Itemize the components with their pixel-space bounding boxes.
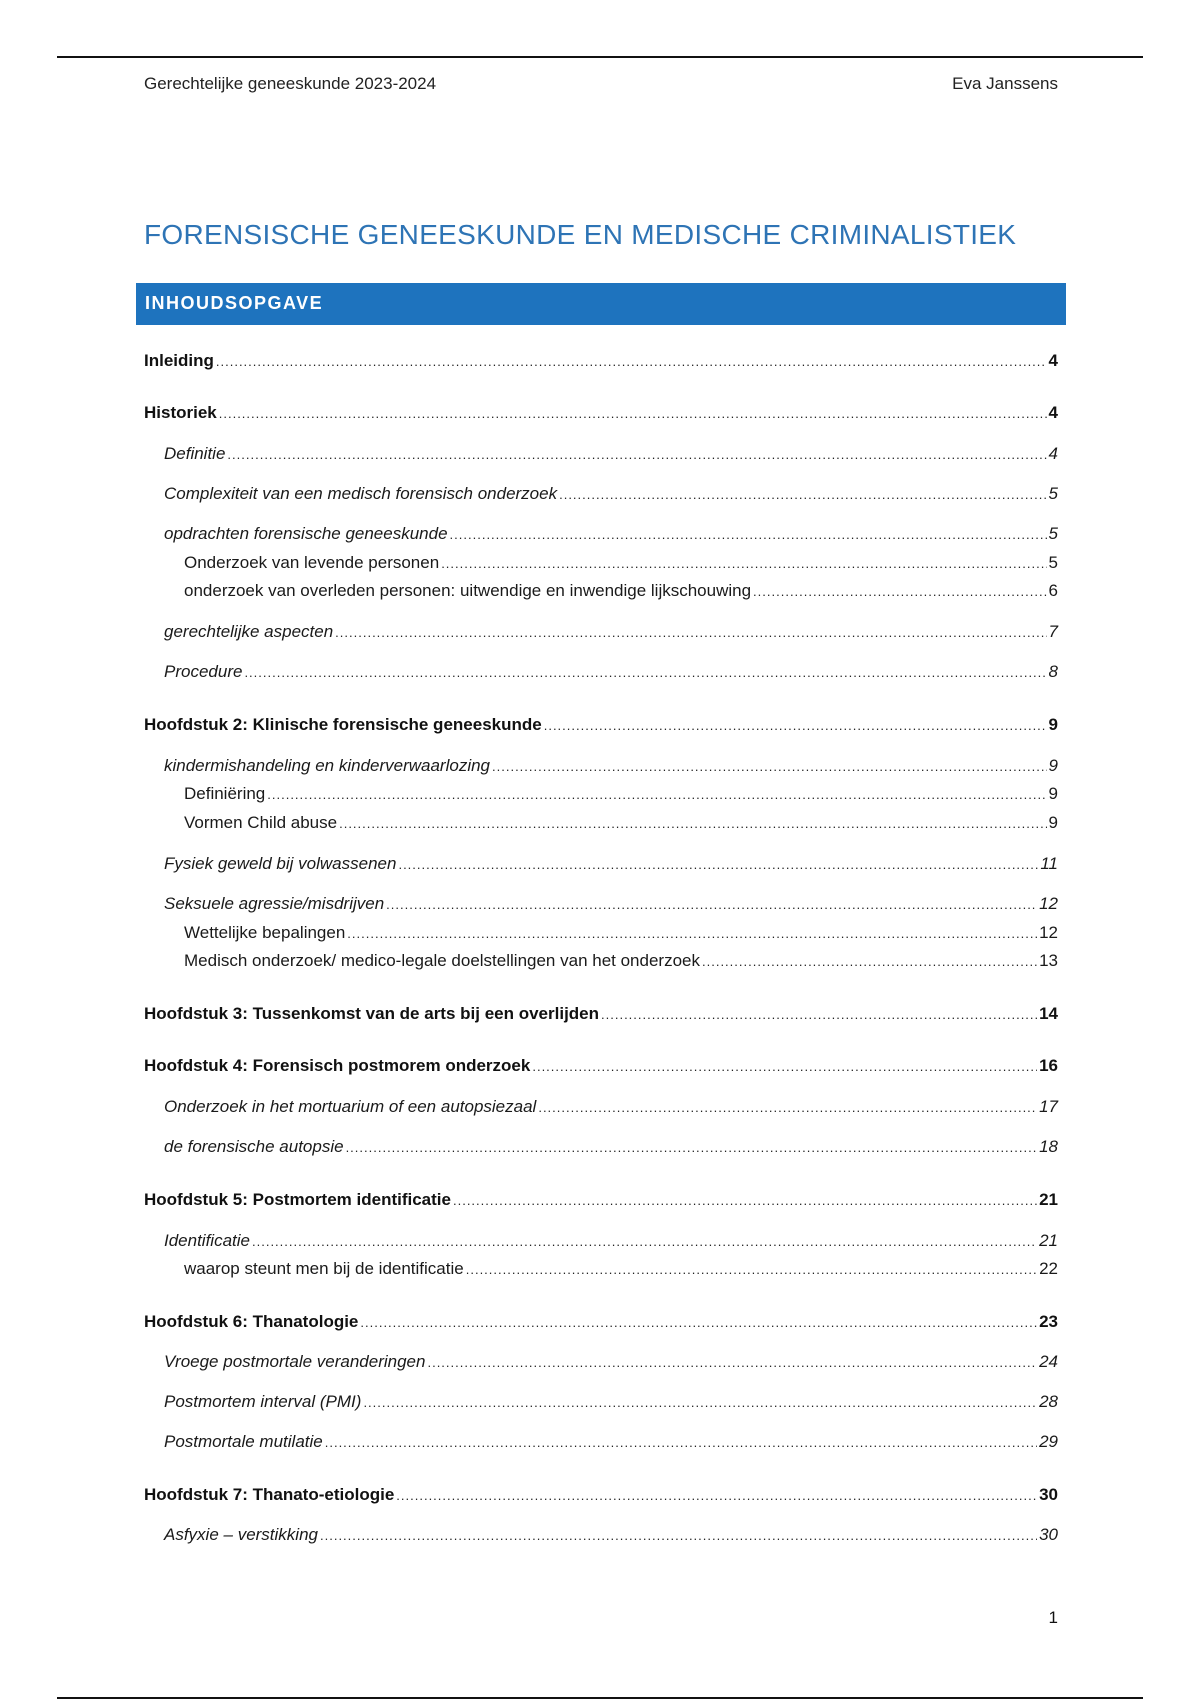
toc-entry[interactable] xyxy=(164,660,1058,684)
toc-entry-title: Onderzoek in het mortuarium of een autopsiezaal xyxy=(164,1097,537,1116)
toc-entry-page: 29 xyxy=(1039,1432,1058,1451)
toc-entry-page: 17 xyxy=(1039,1097,1058,1116)
toc-entry-page: 12 xyxy=(1039,923,1058,942)
toc-entry[interactable] xyxy=(144,349,1058,373)
toc-entry[interactable] xyxy=(164,1390,1058,1414)
toc-entry[interactable] xyxy=(164,1350,1058,1374)
toc-entry[interactable] xyxy=(184,949,1058,973)
toc-entry-page: 4 xyxy=(1048,444,1058,463)
toc-entry[interactable] xyxy=(144,401,1058,425)
toc-entry[interactable] xyxy=(184,811,1058,835)
toc-leader-dots xyxy=(559,483,1046,507)
toc-leader-dots xyxy=(601,1003,1037,1027)
toc-entry[interactable] xyxy=(184,921,1058,945)
toc-leader-dots xyxy=(398,853,1038,877)
toc-entry-title: Definiëring xyxy=(184,784,266,803)
toc-leader-dots xyxy=(532,1055,1037,1079)
document-title: FORENSISCHE GENEESKUNDE EN MEDISCHE CRIMINALISTIEK xyxy=(144,219,1017,250)
toc-entry-page: 21 xyxy=(1039,1231,1058,1250)
toc-entry[interactable] xyxy=(164,1095,1058,1119)
toc-entry-title: Hoofdstuk 4: Forensisch postmorem onderzoek xyxy=(144,1056,531,1075)
toc-entry-title: Hoofdstuk 6: Thanatologie xyxy=(144,1312,359,1331)
toc-entry-title: Onderzoek van levende personen xyxy=(184,553,440,572)
toc-leader-dots xyxy=(244,661,1046,685)
toc-entry[interactable] xyxy=(164,620,1058,644)
toc-entry-title: kindermishandeling en kinderverwaarlozing xyxy=(164,756,491,775)
toc-entry[interactable] xyxy=(164,754,1058,778)
toc-leader-dots xyxy=(219,402,1047,426)
toc-entry-title: opdrachten forensische geneeskunde xyxy=(164,524,448,543)
toc-entry[interactable] xyxy=(164,1229,1058,1253)
toc-entry-page: 4 xyxy=(1048,351,1058,370)
toc-entry-title: Vormen Child abuse xyxy=(184,813,338,832)
toc-leader-dots xyxy=(335,621,1046,645)
toc-entry-page: 5 xyxy=(1048,524,1058,543)
toc-leader-dots xyxy=(347,922,1037,946)
toc-entry-page: 7 xyxy=(1048,622,1058,641)
toc-leader-dots xyxy=(216,350,1047,374)
toc-leader-dots xyxy=(267,783,1046,807)
toc-leader-dots xyxy=(396,1484,1037,1508)
toc-entry[interactable] xyxy=(144,713,1058,737)
toc-entry-page: 30 xyxy=(1039,1485,1058,1504)
page-number: 1 xyxy=(1048,1608,1058,1627)
toc-entry-title: Hoofdstuk 3: Tussenkomst van de arts bij een overlijden xyxy=(144,1004,600,1023)
toc-entry[interactable] xyxy=(144,1483,1058,1507)
toc-leader-dots xyxy=(363,1391,1037,1415)
header-course: Gerechtelijke geneeskunde 2023-2024 xyxy=(144,74,437,93)
toc-entry[interactable] xyxy=(164,852,1058,876)
toc-leader-dots xyxy=(346,1136,1038,1160)
toc-entry-title: Historiek xyxy=(144,403,217,422)
toc-entry-title: Hoofdstuk 2: Klinische forensische geneeskunde xyxy=(144,715,542,734)
toc-leader-dots xyxy=(325,1431,1037,1455)
toc-entry-title: Definitie xyxy=(164,444,226,463)
toc-leader-dots xyxy=(492,755,1047,779)
toc-entry-page: 13 xyxy=(1039,951,1058,970)
toc-entry-page: 14 xyxy=(1039,1004,1058,1023)
header-author: Eva Janssens xyxy=(952,74,1058,93)
toc-entry-title: Complexiteit van een medisch forensisch onderzoek xyxy=(164,484,558,503)
toc-entry-page: 23 xyxy=(1039,1312,1058,1331)
toc-entry-title: waarop steunt men bij de identificatie xyxy=(184,1259,464,1278)
toc-leader-dots xyxy=(453,1189,1037,1213)
toc-entry[interactable] xyxy=(184,782,1058,806)
toc-leader-dots xyxy=(702,950,1037,974)
toc-entry[interactable] xyxy=(184,1257,1058,1281)
toc-entry-page: 21 xyxy=(1039,1190,1058,1209)
toc-entry[interactable] xyxy=(164,442,1058,466)
toc-leader-dots xyxy=(386,893,1037,917)
toc-entry-title: Medisch onderzoek/ medico-legale doelstellingen van het onderzoek xyxy=(184,951,700,970)
toc-entry-page: 9 xyxy=(1048,813,1058,832)
toc-entry[interactable] xyxy=(144,1002,1058,1026)
toc-entry[interactable] xyxy=(144,1188,1058,1212)
toc-entry[interactable] xyxy=(184,579,1058,603)
toc-entry-title: Postmortale mutilatie xyxy=(164,1432,323,1451)
toc-entry[interactable] xyxy=(164,1430,1058,1454)
toc-entry-title: onderzoek van overleden personen: uitwendige en inwendige lijkschouwing xyxy=(184,581,752,600)
toc-entry-page: 8 xyxy=(1048,662,1058,681)
toc-entry-title: Procedure xyxy=(164,662,243,681)
toc-entry[interactable] xyxy=(144,1054,1058,1078)
toc-leader-dots xyxy=(441,552,1046,576)
toc-entry-title: Vroege postmortale veranderingen xyxy=(164,1352,426,1371)
toc-entry-page: 18 xyxy=(1039,1137,1058,1156)
toc-entry-page: 12 xyxy=(1039,894,1058,913)
toc-leader-dots xyxy=(339,812,1046,836)
toc-heading: INHOUDSOPGAVE xyxy=(145,293,324,313)
toc-leader-dots xyxy=(450,523,1047,547)
toc-leader-dots xyxy=(466,1258,1037,1282)
toc-entry-title: Seksuele agressie/misdrijven xyxy=(164,894,385,913)
toc-entry[interactable] xyxy=(164,522,1058,546)
toc-entry-title: de forensische autopsie xyxy=(164,1137,344,1156)
toc-leader-dots xyxy=(427,1351,1037,1375)
toc-leader-dots xyxy=(544,714,1047,738)
toc-entry-page: 6 xyxy=(1048,581,1058,600)
toc-leader-dots xyxy=(753,580,1046,604)
toc-leader-dots xyxy=(320,1524,1037,1548)
toc-entry-title: Wettelijke bepalingen xyxy=(184,923,346,942)
toc-entry-title: Identificatie xyxy=(164,1231,250,1250)
toc-leader-dots xyxy=(360,1311,1037,1335)
toc-entry[interactable] xyxy=(164,1135,1058,1159)
toc-entry-page: 9 xyxy=(1048,715,1058,734)
toc-entry[interactable] xyxy=(144,1310,1058,1334)
toc-entry[interactable] xyxy=(184,551,1058,575)
toc-entry-page: 24 xyxy=(1039,1352,1058,1371)
toc-entry-page: 5 xyxy=(1048,484,1058,503)
toc-entry-page: 5 xyxy=(1048,553,1058,572)
toc-entry-title: Asfyxie – verstikking xyxy=(164,1525,318,1544)
toc-entry-page: 9 xyxy=(1048,784,1058,803)
toc-entry-page: 22 xyxy=(1039,1259,1058,1278)
toc-leader-dots xyxy=(538,1096,1037,1120)
toc-entry-page: 16 xyxy=(1039,1056,1058,1075)
footer-rule xyxy=(57,1697,1143,1699)
toc-entry-title: Hoofdstuk 5: Postmortem identificatie xyxy=(144,1190,451,1209)
toc-entry-title: gerechtelijke aspecten xyxy=(164,622,334,641)
toc-entry-page: 4 xyxy=(1048,403,1058,422)
toc-entry-page: 9 xyxy=(1048,756,1058,775)
toc-leader-dots xyxy=(252,1230,1037,1254)
toc-entry[interactable] xyxy=(164,482,1058,506)
toc-leader-dots xyxy=(227,443,1046,467)
toc-entry-page: 11 xyxy=(1040,854,1058,873)
toc-entry-page: 28 xyxy=(1039,1392,1058,1411)
toc-entry-title: Postmortem interval (PMI) xyxy=(164,1392,362,1411)
toc-entry-page: 30 xyxy=(1039,1525,1058,1544)
toc-entry-title: Hoofdstuk 7: Thanato-etiologie xyxy=(144,1485,395,1504)
toc-entry-title: Inleiding xyxy=(144,351,214,370)
toc-entry-title: Fysiek geweld bij volwassenen xyxy=(164,854,397,873)
toc-entry[interactable] xyxy=(164,892,1058,916)
toc-entry[interactable] xyxy=(164,1523,1058,1547)
